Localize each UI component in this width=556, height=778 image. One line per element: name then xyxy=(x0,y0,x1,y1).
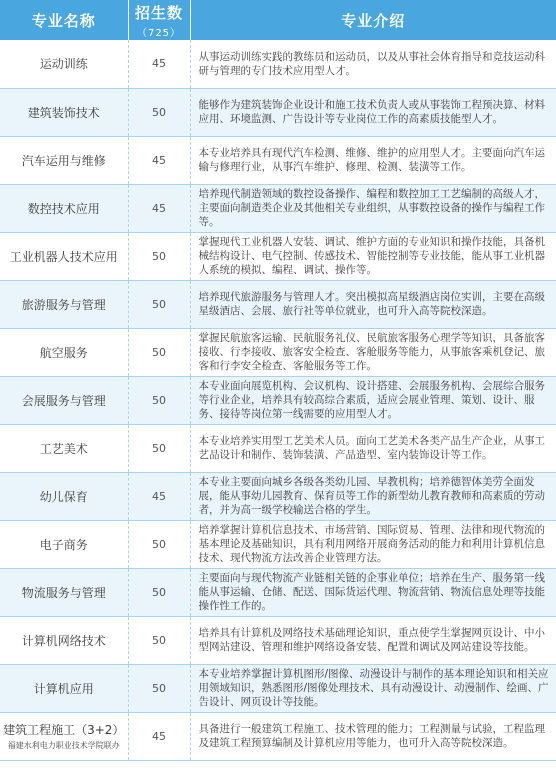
enrollment-count: 45 xyxy=(128,184,190,232)
table-row xyxy=(0,616,556,664)
header-major-name xyxy=(0,0,128,40)
major-name: 物流服务与管理 xyxy=(0,568,128,616)
table-row xyxy=(0,328,556,376)
enrollment-count: 50 xyxy=(128,424,190,472)
major-description: 能够作为建筑装饰企业设计和施工技术负责人或从事装饰工程预决算、材料应用、环境监测、广告设计等专业岗位工作的高素质技能型人才。 xyxy=(190,88,556,136)
table-row xyxy=(0,520,556,568)
header-description xyxy=(190,0,556,40)
major-name: 会展服务与管理 xyxy=(0,376,128,424)
major-name: 运动训练 xyxy=(0,40,128,88)
enrollment-count: 50 xyxy=(128,232,190,280)
major-description: 本专业主要面向城乡各级各类幼儿园、早教机构；培养德智体美劳全面发展，能从事幼儿园教育、保育员等工作的新型幼儿教育教师和高素质的劳动者，并为高一级学校输送合格的学生。 xyxy=(190,472,556,520)
table-row xyxy=(0,184,556,232)
major-description: 掌握现代工业机器人安装、调试、维护方面的专业知识和操作技能，具备机械结构设计、电气控制、传感技术、智能控制等专业技能，能从事工业机器人系统的模拟、编程、调试、操作等。 xyxy=(190,232,556,280)
enrollment-count: 50 xyxy=(128,664,190,712)
major-description: 具备进行一般建筑工程施工、技术管理的能力；工程测量与试验，工程监理及建筑工程预算编制及计算机应用等能力，也可升入高等院校深造。 xyxy=(190,712,556,760)
enrollment-count: 50 xyxy=(128,520,190,568)
enrollment-count: 50 xyxy=(128,568,190,616)
header-description-label: 专业介绍 xyxy=(341,11,406,30)
enrollment-count: 45 xyxy=(128,712,190,760)
enrollment-count: 45 xyxy=(128,472,190,520)
header-enrollment-total: （725） xyxy=(136,27,182,39)
major-name: 计算机应用 xyxy=(0,664,128,712)
major-name-partner: 福建水利电力职业技术学院联办 xyxy=(7,741,120,750)
major-name: 汽车运用与维修 xyxy=(0,136,128,184)
enrollment-count: 50 xyxy=(128,280,190,328)
major-name: 幼儿保育 xyxy=(0,472,128,520)
major-description: 本专业培养实用型工艺美术人员。面向工艺美术各类产品生产企业，从事工艺品设计和制作、装饰装潢、产品造型、室内装饰设计等工作。 xyxy=(190,424,556,472)
table-header-row xyxy=(0,0,556,40)
major-name: 工业机器人技术应用 xyxy=(0,232,128,280)
header-enrollment xyxy=(128,0,190,40)
major-description: 培养具有计算机及网络技术基础理论知识，重点使学生掌握网页设计、中小型网站建设、管理和维护网络设备安装、配置和调试及网站建设等技能。 xyxy=(190,616,556,664)
enrollment-count: 45 xyxy=(128,136,190,184)
enrollment-count: 45 xyxy=(128,40,190,88)
header-major-name-label: 专业名称 xyxy=(31,11,96,30)
major-name: 建筑工程施工（3+2） xyxy=(3,723,125,737)
major-description: 掌握民航旅客运输、民航服务礼仪、民航旅客服务心理学等知识，具备旅客接收、行李接收、旅客安全检查、客舱服务等能力，从事旅客乘机登记、旅客和行李安全检查、客舱服务等工作。 xyxy=(190,328,556,376)
table-row xyxy=(0,376,556,424)
major-name: 电子商务 xyxy=(0,520,128,568)
major-description: 培养现代制造领域的数控设备操作、编程和数控加工工艺编制的高级人才，主要面向制造类企业及其他相关专业组织，从事数控设备的操作与编程工作等。 xyxy=(190,184,556,232)
major-description: 本专业培养具有现代汽车检测、维修、维护的应用型人才。主要面向汽车运输与修理行业，从事汽车维护、修理、检测、装潢等工作。 xyxy=(190,136,556,184)
major-name: 工艺美术 xyxy=(0,424,128,472)
major-name: 航空服务 xyxy=(0,328,128,376)
table-row xyxy=(0,472,556,520)
enrollment-count: 50 xyxy=(128,616,190,664)
major-name: 数控技术应用 xyxy=(0,184,128,232)
major-description: 培养现代旅游服务与管理人才。突出模拟高星级酒店岗位实训，主要在高级星级酒店、会展、旅行社等单位就业，也可升入高等院校深造。 xyxy=(190,280,556,328)
major-name: 建筑装饰技术 xyxy=(0,88,128,136)
table-row xyxy=(0,664,556,712)
major-name-cell xyxy=(0,712,128,760)
table-row xyxy=(0,280,556,328)
major-description: 从事运动训练实践的教练员和运动员，以及从事社会体育指导和竞技运动科研与管理的专门技术应用型人才。 xyxy=(190,40,556,88)
table-row xyxy=(0,40,556,88)
major-description: 本专业面向展览机构、会议机构、设计搭建、会展服务机构、会展综合服务等行业企业，培养具有较高综合素质，适应会展业管理、策划、设计、服务、接待等岗位第一线需要的应用型人才。 xyxy=(190,376,556,424)
enrollment-count: 50 xyxy=(128,328,190,376)
table-row xyxy=(0,88,556,136)
major-description: 主要面向与现代物流产业链相关链的企事业单位；培养在生产、服务第一线能从事运输、仓储、配送、国际货运代理、物流营销、物流信息处理等技能操作性工作的。 xyxy=(190,568,556,616)
table-row xyxy=(0,136,556,184)
major-description: 培养掌握计算机信息技术、市场营销、国际贸易、管理、法律和现代物流的基本理论及基础知识，具有利用网络开展商务活动的能力和利用计算机信息技术、现代物流方法改善企业管理方法。 xyxy=(190,520,556,568)
table-row xyxy=(0,568,556,616)
enrollment-count: 50 xyxy=(128,376,190,424)
enrollment-count: 50 xyxy=(128,88,190,136)
table-row xyxy=(0,424,556,472)
header-enrollment-label: 招生数 xyxy=(134,3,183,22)
major-name: 计算机网络技术 xyxy=(0,616,128,664)
table-row xyxy=(0,232,556,280)
major-name: 旅游服务与管理 xyxy=(0,280,128,328)
major-description: 本专业培养掌握计算机图形/图像、动漫设计与制作的基本理论知识和相关应用领域知识，熟悉图形/图像处理技术、具有动漫设计、动漫制作、绘画、广告设计、网页设计等技能。 xyxy=(190,664,556,712)
table-row xyxy=(0,712,556,760)
